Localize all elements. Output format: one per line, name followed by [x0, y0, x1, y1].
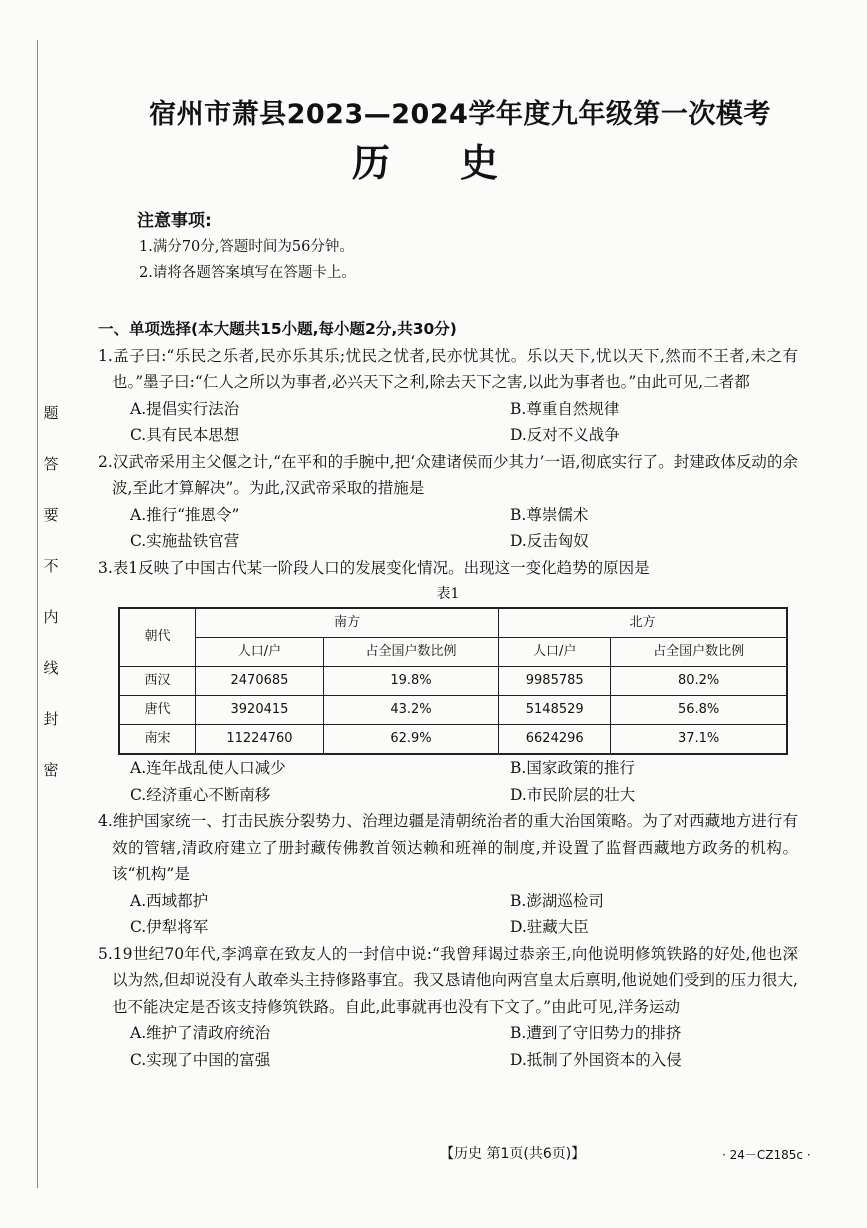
option: D.市民阶层的壮大: [510, 785, 636, 804]
cell: 3920415: [196, 696, 324, 725]
header-pop: 人口/户: [196, 638, 324, 667]
cell: 19.8%: [323, 667, 498, 696]
section-heading: 一、单项选择(本大题共15小题,每小题2分,共30分): [98, 320, 457, 338]
cell: 80.2%: [611, 667, 787, 696]
exam-title: 宿州市萧县2023—2024学年度九年级第一次模考: [149, 99, 771, 130]
table-row: [119, 725, 787, 755]
header-ratio: 占全国户数比例: [611, 638, 787, 667]
side-note-char: 不: [43, 557, 59, 575]
option: D.驻藏大臣: [510, 918, 589, 936]
option: A.维护了清政府统治: [130, 1024, 271, 1042]
population-table: [118, 607, 788, 755]
side-note-char: 内: [43, 608, 59, 626]
option: D.反对不义战争: [510, 426, 620, 444]
question-5-options: [98, 1020, 798, 1073]
cell: 2470685: [196, 667, 324, 696]
option: C.伊犁将军: [130, 918, 209, 936]
questions-area: [98, 316, 798, 1073]
option: C.经济重心不断南移: [130, 785, 271, 804]
table-row: [119, 696, 787, 725]
side-note-char: 线: [43, 659, 59, 677]
cell: 6624296: [499, 725, 611, 755]
cell: 11224760: [196, 725, 324, 755]
notice-heading: 注意事项:: [137, 211, 212, 231]
option: A.提倡实行法治: [130, 399, 240, 418]
question-4: 4.维护国家统一、打击民族分裂势力、治理边疆是清朝统治者的重大治国策略。为了对西藏地方进行有效的管辖,清政府建立了册封藏传佛教首领达赖和班禅的制度,并设置了监督西藏地方政务的机构。该“机构”是: [98, 812, 798, 883]
option: B.澎湖巡检司: [510, 891, 604, 910]
side-note-char: 封: [43, 710, 59, 728]
option: D.抵制了外国资本的入侵: [510, 1050, 682, 1069]
header-dynasty: 朝代: [119, 608, 196, 667]
option: B.遭到了守旧势力的排挤: [510, 1024, 682, 1042]
cell: 37.1%: [611, 725, 787, 755]
binding-line: [37, 40, 38, 1188]
question-2: 2.汉武帝采用主父偃之计,“在平和的手腕中,把‘众建诸侯而少其力’一语,彻底实行了。封建政体反动的余波,至此才算解决”。为此,汉武帝采取的措施是: [98, 452, 798, 497]
header-south: 南方: [196, 608, 499, 638]
option: B.国家政策的推行: [510, 759, 635, 777]
notice-item: 1.满分70分,答题时间为56分钟。: [139, 239, 354, 255]
notice-block: [137, 208, 356, 286]
option: B.尊重自然规律: [510, 399, 620, 418]
option: D.反击匈奴: [510, 532, 589, 550]
question-5: 5.19世纪70年代,李鸿章在致友人的一封信中说:“我曾拜谒过恭亲王,向他说明修筑铁路的好处,他也深以为然,但却说没有人敢牵头主持修路事宜。我又恳请他向两宫皇太后禀明,他说她们受到的压力很大,也不能决定是否该支持修筑铁路。自此,此事就再也没有下文了。”由此可见,洋务运动: [98, 944, 798, 1016]
question-1: 1.孟子曰:“乐民之乐者,民亦乐其乐;忧民之忧者,民亦忧其忧。乐以天下,忧以天下,然而不王者,未之有也。”墨子曰:“仁人之所以为事者,必兴天下之利,除去天下之害,以此为事者也。”由此可见,二者都: [98, 346, 798, 391]
header-ratio: 占全国户数比例: [323, 638, 498, 667]
option: A.连年战乱使人口减少: [130, 759, 286, 777]
option: C.实现了中国的富强: [130, 1050, 271, 1069]
side-note-char: 密: [43, 761, 59, 779]
header-pop: 人口/户: [499, 638, 611, 667]
notice-item: 2.请将各题答案填写在答题卡上。: [139, 265, 356, 281]
header-north: 北方: [499, 608, 787, 638]
page-footer: 【历史 第1页(共6页)】: [440, 1146, 586, 1162]
question-2-options: [98, 502, 798, 555]
seal-line-note: [40, 400, 62, 808]
side-note-char: 要: [43, 506, 59, 524]
table-row: [119, 667, 787, 696]
side-note-char: 题: [43, 404, 59, 422]
cell: 43.2%: [323, 696, 498, 725]
question-3: 3.表1反映了中国古代某一阶段人口的发展变化情况。出现这一变化趋势的原因是: [98, 558, 650, 577]
question-4-options: [98, 888, 798, 941]
option: B.尊崇儒术: [510, 505, 589, 524]
subject-title: 历史: [351, 141, 568, 185]
side-note-char: 答: [43, 455, 59, 473]
cell: 西汉: [119, 667, 196, 696]
option: A.推行“推恩令”: [130, 505, 240, 524]
paper-code: · 24－CZ185c ·: [722, 1148, 811, 1162]
option: C.具有民本思想: [130, 426, 240, 444]
cell: 56.8%: [611, 696, 787, 725]
option: A.西域都护: [130, 891, 209, 910]
table-caption: 表1: [436, 586, 460, 602]
option: C.实施盐铁官营: [130, 532, 240, 550]
cell: 62.9%: [323, 725, 498, 755]
cell: 9985785: [499, 667, 611, 696]
cell: 5148529: [499, 696, 611, 725]
question-3-options: [98, 755, 798, 808]
question-1-options: [98, 396, 798, 449]
cell: 南宋: [119, 725, 196, 755]
cell: 唐代: [119, 696, 196, 725]
